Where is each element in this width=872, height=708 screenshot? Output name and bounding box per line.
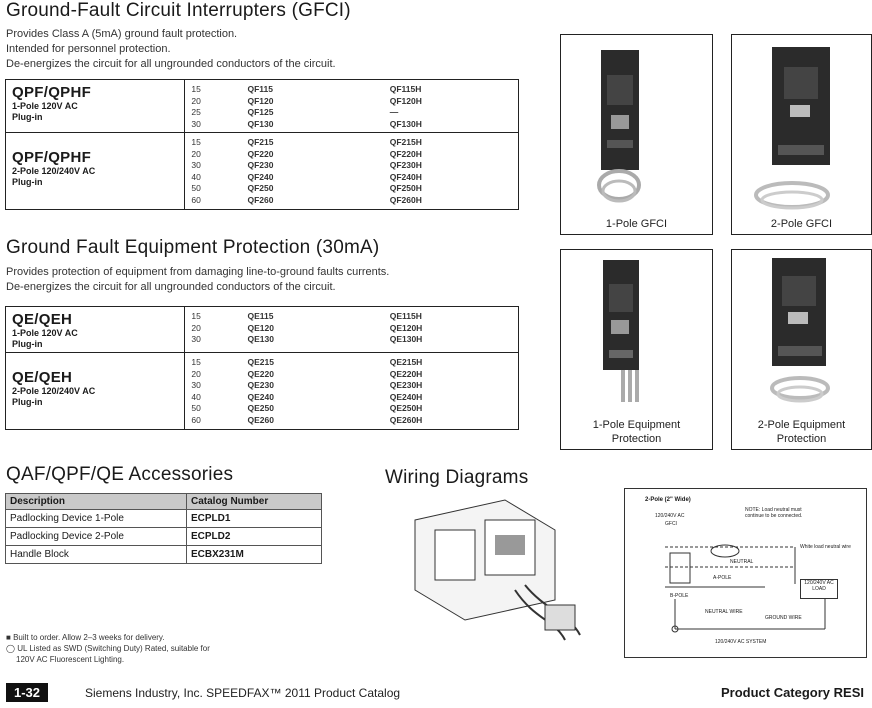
product-name: QE/QEH <box>12 311 73 328</box>
accessories-title: QAF/QPF/QE Accessories <box>6 464 234 485</box>
photo-caption <box>732 418 871 446</box>
table-row <box>6 353 519 430</box>
catalog-cell <box>390 307 519 353</box>
gfep-desc-line: Provides protection of equipment from damaging line-to-ground faults currents. <box>6 266 390 278</box>
catalog-number: QE215H <box>389 357 423 367</box>
page-number: 1-32 <box>6 683 48 702</box>
accessory-catalog: ECPLD2 <box>187 528 322 546</box>
catalog-number: QE130H <box>389 334 423 344</box>
amps-cell <box>185 307 248 353</box>
schematic-label: B-POLE <box>670 593 689 599</box>
amp-value: 30 <box>191 160 201 170</box>
schematic-label: NOTE: Load neutral must continue to be connected. <box>745 507 803 519</box>
amp-value: 30 <box>191 334 201 344</box>
accessory-description: Handle Block <box>6 546 187 564</box>
gfep-title: Ground Fault Equipment Protection (30mA) <box>6 237 380 258</box>
catalog-cell <box>390 80 519 133</box>
catalog-number: QF230 <box>247 160 274 170</box>
accessory-catalog: ECPLD1 <box>187 510 322 528</box>
catalog-number: QF120 <box>247 95 274 106</box>
amp-value: 15 <box>191 84 201 94</box>
amp-value: 40 <box>191 171 201 182</box>
caption-line: 2-Pole Equipment <box>757 419 846 431</box>
product-category: Product Category RESI <box>720 685 864 700</box>
catalog-number: QF240H <box>389 171 422 182</box>
table-row <box>6 133 519 210</box>
photo-caption: 1-Pole GFCI <box>605 218 668 230</box>
product-cell <box>6 133 185 210</box>
catalog-cell <box>247 307 389 353</box>
table-row <box>6 546 322 564</box>
amp-value: 30 <box>191 118 201 129</box>
footnotes <box>6 632 210 665</box>
footnote-text: Built to order. Allow 2–3 weeks for delivery. <box>13 633 165 642</box>
column-header: Description <box>6 494 187 510</box>
amp-value: 60 <box>191 414 201 425</box>
product-sub: 2-Pole 120/240V AC <box>12 386 96 396</box>
photo-2pole-gfci <box>731 34 872 235</box>
caption-line: Protection <box>611 433 662 445</box>
amp-value: 30 <box>191 380 201 390</box>
catalog-number: QF215H <box>389 137 422 147</box>
photo-1pole-gfci <box>560 34 713 235</box>
product-sub: 1-Pole 120V AC <box>12 101 78 111</box>
catalog-number: QE260H <box>389 414 423 425</box>
amps-cell <box>185 133 248 210</box>
catalog-number: QF215 <box>247 137 274 147</box>
footnote-text: UL Listed as SWD (Switching Duty) Rated, suitable for <box>17 644 210 653</box>
amp-value: 60 <box>191 194 201 205</box>
catalog-number: QF250H <box>389 183 422 193</box>
catalog-number: QF125 <box>247 107 274 117</box>
catalog-number: QF130 <box>247 118 274 129</box>
schematic-load-box: 120/240V AC LOAD <box>800 579 838 599</box>
product-sub: 1-Pole 120V AC <box>12 328 78 338</box>
product-sub: Plug-in <box>12 397 43 407</box>
schematic-label: GFCI <box>665 521 677 527</box>
amp-value: 50 <box>191 183 201 193</box>
catalog-number: QE120 <box>247 322 274 333</box>
gfep-description <box>6 265 389 295</box>
column-header: Catalog Number <box>187 494 322 510</box>
catalog-number: QE230 <box>247 380 274 390</box>
amp-value: 20 <box>191 148 201 159</box>
catalog-number: QF220 <box>247 148 274 159</box>
product-cell <box>6 80 185 133</box>
breaker-2pole-eq-image <box>732 250 871 410</box>
catalog-number: QE240 <box>247 391 274 402</box>
catalog-number: QF115H <box>389 84 422 94</box>
wiring-schematic <box>624 488 867 658</box>
table-header-row <box>6 494 322 510</box>
amps-cell <box>185 353 248 430</box>
schematic-label: A-POLE <box>713 575 732 581</box>
catalog-number: QE240H <box>389 391 423 402</box>
photo-1pole-equipment <box>560 249 713 450</box>
amps-cell <box>185 80 248 133</box>
product-name: QE/QEH <box>12 369 73 386</box>
catalog-number: QE220H <box>389 368 423 379</box>
product-sub: Plug-in <box>12 339 43 349</box>
catalog-number: QF260 <box>247 194 274 205</box>
catalog-number: QF240 <box>247 171 274 182</box>
caption-line: Protection <box>776 433 827 445</box>
gfci-description <box>6 27 336 72</box>
accessory-description: Padlocking Device 2-Pole <box>6 528 187 546</box>
photo-2pole-equipment <box>731 249 872 450</box>
gfci-desc-line: De-energizes the circuit for all ungrounded conductors of the circuit. <box>6 58 336 70</box>
catalog-number: QF115 <box>247 84 273 94</box>
photo-caption: 2-Pole GFCI <box>770 218 833 230</box>
footnote: 120V AC Fluorescent Lighting. <box>16 655 125 664</box>
product-sub: 2-Pole 120/240V AC <box>12 166 96 176</box>
accessories-table <box>5 493 322 564</box>
catalog-cell <box>390 353 519 430</box>
gfci-table <box>5 79 519 210</box>
photo-caption <box>561 418 712 446</box>
schematic-label: 120/240V AC <box>655 513 685 519</box>
catalog-number: QE260 <box>247 414 274 425</box>
table-row <box>6 80 519 133</box>
catalog-cell <box>247 353 389 430</box>
catalog-number: QF250 <box>247 183 274 193</box>
gfep-table <box>5 306 519 430</box>
amp-value: 25 <box>191 107 201 117</box>
gfep-desc-line: De-energizes the circuit for all ungrounded conductors of the circuit. <box>6 281 336 293</box>
catalog-number: QE215 <box>247 357 274 367</box>
amp-value: 20 <box>191 95 201 106</box>
footnote <box>6 643 210 654</box>
catalog-number: QE230H <box>389 380 423 390</box>
table-row <box>6 307 519 353</box>
schematic-lines <box>625 489 866 657</box>
catalog-cell <box>390 133 519 210</box>
amp-value: 40 <box>191 391 201 402</box>
product-sub: Plug-in <box>12 177 43 187</box>
breaker-2pole-image <box>732 35 871 215</box>
product-name: QPF/QPHF <box>12 149 92 166</box>
catalog-number: QF230H <box>389 160 422 170</box>
footnote <box>6 632 210 643</box>
catalog-number: — <box>389 107 399 117</box>
catalog-number: QF120H <box>389 95 422 106</box>
table-row <box>6 528 322 546</box>
catalog-number: QE220 <box>247 368 274 379</box>
schematic-label: GROUND WIRE <box>765 615 802 621</box>
gfci-desc-line: Provides Class A (5mA) ground fault protection. <box>6 28 238 40</box>
catalog-number: QE250 <box>247 403 274 413</box>
amp-value: 20 <box>191 322 201 333</box>
schematic-label: NEUTRAL <box>730 559 754 565</box>
wiring-title: Wiring Diagrams <box>385 467 529 488</box>
amp-value: 50 <box>191 403 201 413</box>
amp-value: 20 <box>191 368 201 379</box>
accessory-description: Padlocking Device 1-Pole <box>6 510 187 528</box>
accessory-catalog: ECBX231M <box>187 546 322 564</box>
catalog-number: QE115H <box>389 311 422 321</box>
schematic-title: 2-Pole (2" Wide) <box>645 497 691 503</box>
catalog-number: QF130H <box>389 118 422 129</box>
amp-value: 15 <box>191 311 201 321</box>
schematic-label: White load neutral wire <box>800 544 851 550</box>
catalog-number: QF220H <box>389 148 422 159</box>
catalog-number: QE250H <box>389 403 423 413</box>
schematic-label: 120/240V AC SYSTEM <box>715 639 767 645</box>
breaker-1pole-eq-image <box>561 250 712 410</box>
breaker-1pole-image <box>561 35 712 215</box>
catalog-cell <box>247 133 389 210</box>
table-row <box>6 510 322 528</box>
amp-value: 15 <box>191 137 201 147</box>
catalog-number: QF260H <box>389 194 422 205</box>
product-cell <box>6 353 185 430</box>
product-cell <box>6 307 185 353</box>
gfci-desc-line: Intended for personnel protection. <box>6 43 171 55</box>
product-sub: Plug-in <box>12 112 43 122</box>
ul-swd-icon: ◯ <box>6 644 15 653</box>
catalog-number: QE120H <box>389 322 423 333</box>
publisher-line: Siemens Industry, Inc. SPEEDFAX™ 2011 Product Catalog <box>85 686 401 700</box>
product-name: QPF/QPHF <box>12 84 92 101</box>
catalog-number: QE115 <box>247 311 274 321</box>
gfci-title: Ground-Fault Circuit Interrupters (GFCI) <box>6 0 351 21</box>
amp-value: 15 <box>191 357 201 367</box>
schematic-label: NEUTRAL WIRE <box>705 609 743 615</box>
built-to-order-icon: ■ <box>6 633 11 642</box>
catalog-cell <box>247 80 389 133</box>
caption-line: 1-Pole Equipment <box>592 419 681 431</box>
wiring-illustration <box>395 490 595 650</box>
catalog-number: QE130 <box>247 334 274 344</box>
